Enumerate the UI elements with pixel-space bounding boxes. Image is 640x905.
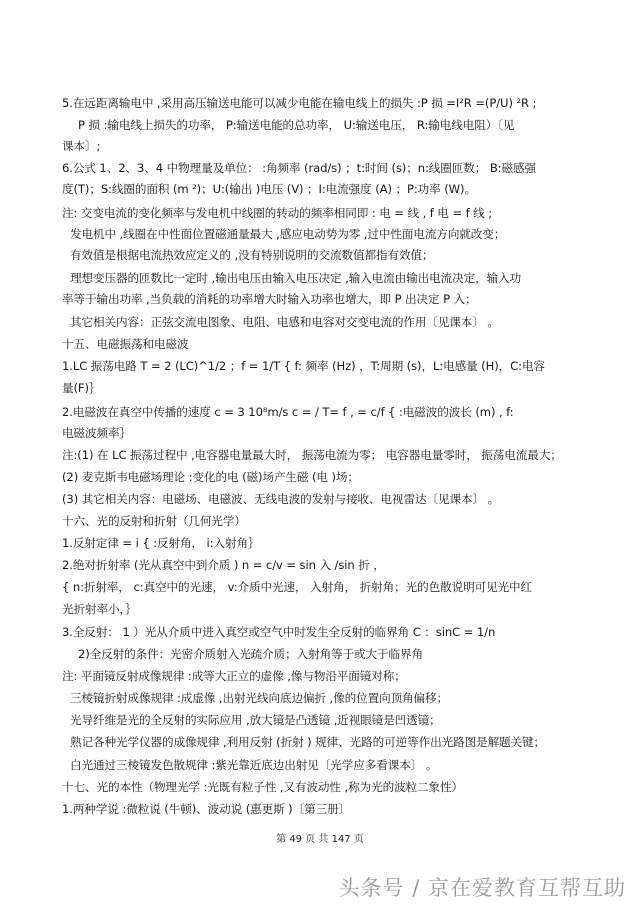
text-line: P 损 :输电线上损失的功率， P:输送电能的总功率， U:输送电压， R:输电线电阻）〔见 [78, 118, 515, 132]
text-line: 注: 平面镜反射成像规律 :成等大正立的虚像 ,像与物沿平面镜对称； [62, 669, 406, 683]
watermark: 头条号 / 京在爱教育互帮互助 [338, 876, 626, 900]
section-heading: 十七、光的本性（物理光学 :光既有粒子性 ,又有波动性 ,称为光的波粒二象性） [62, 780, 464, 794]
text-line: 其它相关内容：正弦交流电图象、电阻、电感和电容对交变电流的作用〔见课本〕 。 [70, 315, 499, 329]
text-line: 白光通过三棱镜发色散规律 :紫光靠近底边出射见〔光学应多看课本〕 。 [70, 758, 438, 772]
text-line: 度(T)；S:线圈的面积 (m ²)；U:(输出 )电压 (V) ；I:电流强度 (A) ；P:功率 (W)。 [62, 182, 476, 196]
text-line: 熟记各种光学仪器的成像规律 ,利用反射 (折射 ) 规律、光路的可逆等作出光路图是解题关键； [70, 735, 546, 749]
text-line: 注: 交变电流的变化频率与发电机中线圈的转动的频率相同即 : 电 = 线 , f 电 = f 线 ; [62, 206, 493, 220]
text-line: 率等于输出功率 ,当负载的消耗的功率增大时输入功率也增大，即 P 出决定 P 入； [62, 292, 477, 306]
text-line: 2)全反射的条件：光密介质射入光疏介质；入射角等于或大于临界角 [78, 647, 424, 661]
page-number: 第 49 页 共 147 页 [276, 834, 364, 845]
text-line: 2.电磁波在真空中传播的速度 c = 3 10⁸m/s c = / T= f , = c/f { :电磁波的波长 (m) , f: [62, 405, 514, 419]
text-line: 光折射率小，｝ [62, 602, 137, 616]
text-line: 量(F)｝ [62, 381, 101, 395]
text-line: 有效值是根据电流热效应定义的 ,没有特别说明的交流数值都指有效值； [70, 248, 434, 262]
text-line: (3) 其它相关内容：电磁场、电磁波、无线电波的发射与接收、电视雷达〔见课本〕 。 [62, 492, 500, 506]
text-line: (2) 麦克斯韦电磁场理论 :变化的电 (磁)场产生磁 (电 )场； [62, 470, 359, 484]
section-heading: 十六、光的反射和折射（几何光学） [62, 514, 246, 528]
text-line: { n:折射率， c:真空中的光速， v:介质中光速， 入射角， 折射角；光的色散说明可见光中红 [62, 580, 533, 594]
text-line: 注:(1) 在 LC 振荡过程中 ,电容器电量最大时， 振荡电流为零； 电容器电量零时， 振荡电流最大； [62, 448, 562, 462]
text-line: 三棱镜折射成像规律 :成虚像 ,出射光线向底边偏折 ,像的位置向顶角偏移； [70, 691, 449, 705]
text-line: 发电机中 ,线圈在中性面位置磁通量最大 ,感应电动势为零 ,过中性面电流方向就改变； [70, 227, 506, 241]
text-line: 3.全反射： 1 ）光从介质中进入真空或空气中时发生全反射的临界角 C ：sinC = 1/n [62, 625, 496, 639]
text-line: 1.反射定律 = i { :反射角， i:入射角｝ [62, 536, 260, 550]
text-line: 2.绝对折射率 (光从真空中到介质 ) n = c/v = sin 入 /sin 折 ， [62, 558, 385, 572]
text-line: 理想变压器的匝数比一定时 ,输出电压由输入电压决定 ,输入电流由输出电流决定，输入功 [70, 271, 522, 285]
text-line: 光导纤维是光的全反射的实际应用 ,放大镜是凸透镜 ,近视眼镜是凹透镜； [70, 713, 441, 727]
text-line: 5.在远距离输电中 ,采用高压输送电能可以减少电能在输电线上的损失 :P 损 =I²R =(P/U) ²R ; [62, 96, 537, 110]
text-line: 课本〕; [62, 139, 101, 153]
text-line: 电磁波频率｝ [62, 426, 131, 440]
text-line: 6.公式 1、2、3、4 中物理量及单位： :角频率 (rad/s) ；t:时间 (s)；n:线圈匝数； B:磁感强 [62, 161, 536, 175]
section-heading: 十五、电磁振荡和电磁波 [62, 337, 189, 351]
text-line: 1.两种学说 :微粒说 (牛顿)、波动说 (惠更斯 )〔第三册〕 [62, 802, 351, 816]
text-line: 1.LC 振荡电路 T = 2 (LC)^1/2 ；f = 1/T { f: 频率 (Hz) ，T:周期 (s)，L:电感量 (H)，C:电容 [62, 359, 545, 373]
